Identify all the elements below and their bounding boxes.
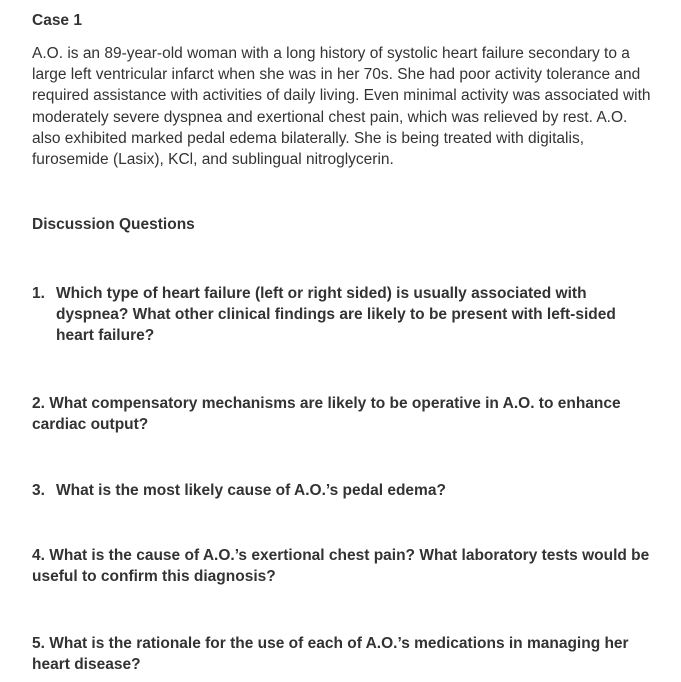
question-number: 5. — [32, 635, 45, 652]
question-text: What is the rationale for the use of each of A.O.’s medications in managing her heart disease? — [32, 635, 629, 674]
question-2 — [32, 393, 657, 435]
question-number: 2. — [32, 395, 45, 412]
question-text: What compensatory mechanisms are likely to be operative in A.O. to enhance cardiac output? — [32, 395, 621, 434]
case-title: Case 1 — [32, 12, 82, 29]
question-number: 3. — [32, 482, 45, 499]
question-text: What is the cause of A.O.’s exertional chest pain? What laboratory tests would be useful to confirm this diagnosis? — [32, 547, 650, 586]
question-number: 4. — [32, 547, 45, 564]
question-number: 1. — [32, 285, 45, 302]
question-text: What is the most likely cause of A.O.’s pedal edema? — [56, 482, 446, 499]
question-text: Which type of heart failure (left or right sided) is usually associated with dyspnea? What other clinical findings are likely to be present with left-sided heart failure? — [56, 285, 616, 345]
discussion-questions-heading: Discussion Questions — [32, 216, 195, 233]
question-3 — [32, 480, 642, 501]
question-1 — [32, 283, 642, 347]
question-5 — [32, 633, 657, 675]
question-4 — [32, 545, 657, 587]
case-description: A.O. is an 89-year-old woman with a long history of systolic heart failure secondary to a large left ventricular infarct when she was in her 70s. She had poor activity tolerance and required assistance with activities of daily living. Even minimal activity was associated with moderately severe dyspnea and exertional chest pain, which was relieved by rest. A.O. also exhibited marked pedal edema bilaterally. She is being treated with digitalis, furosemide (Lasix), KCl, and sublingual nitroglycerin. — [32, 45, 651, 169]
